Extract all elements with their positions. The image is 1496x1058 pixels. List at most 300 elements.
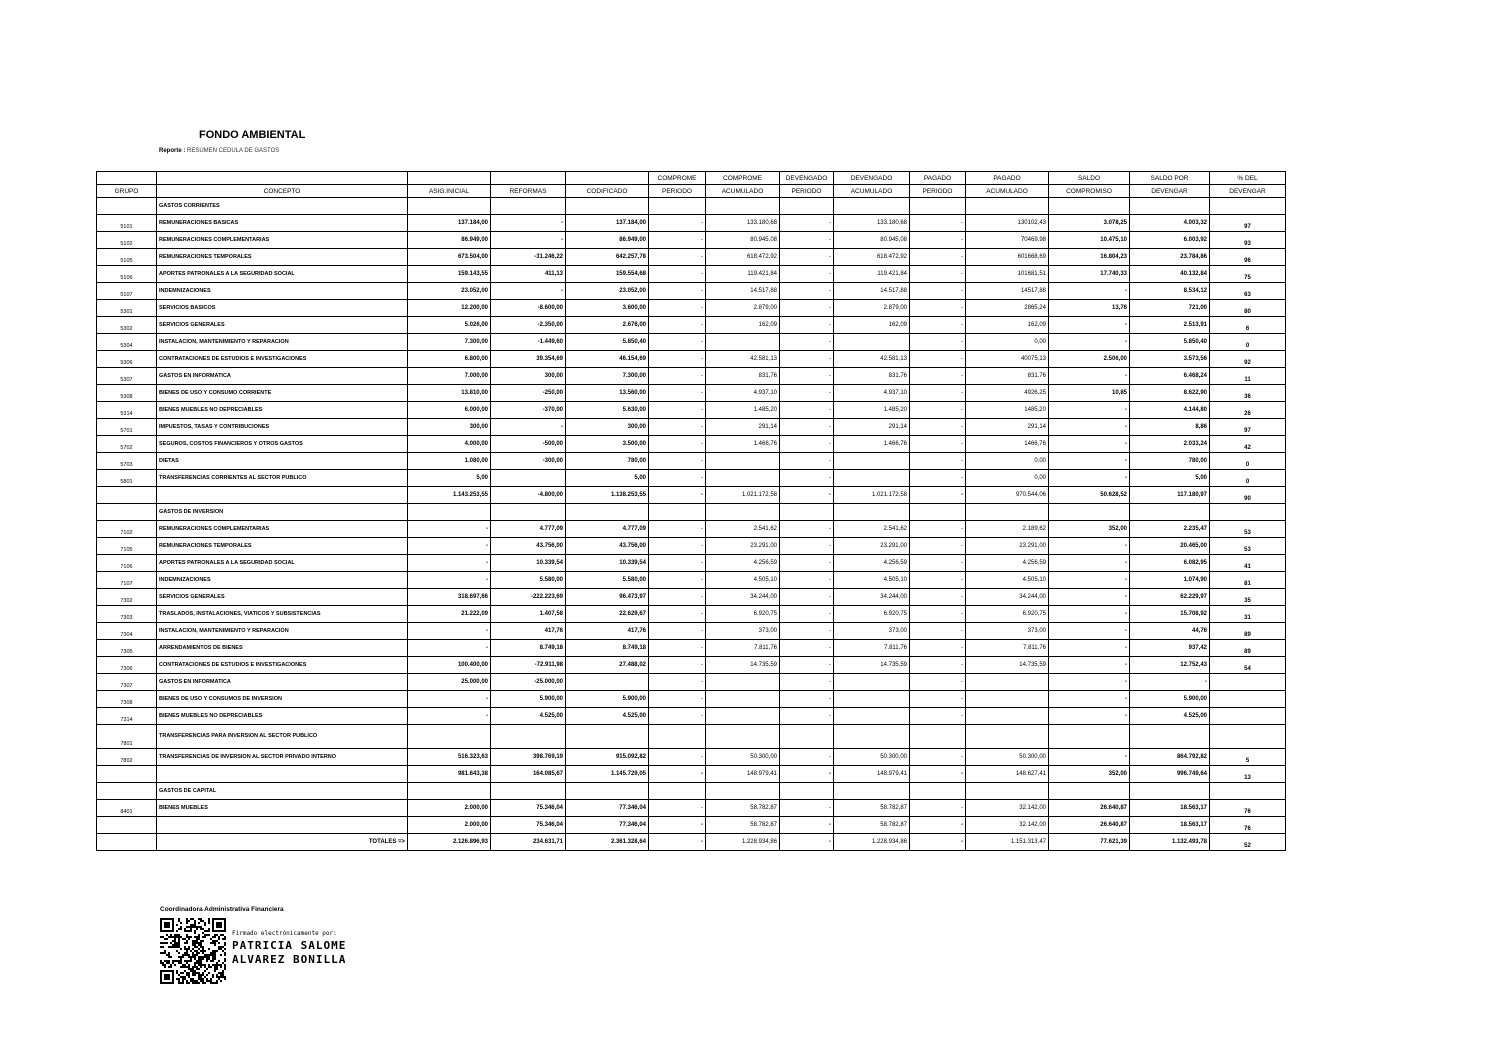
paid-period-cell: - xyxy=(910,606,966,623)
reforms-cell: -31.246,22 xyxy=(491,249,566,266)
commitment-balance-cell: - xyxy=(1049,572,1130,589)
concept-cell: GASTOS EN INFORMATICA xyxy=(157,674,408,691)
commitment-balance-cell: 50.628,52 xyxy=(1049,487,1130,504)
paid-period-cell xyxy=(910,725,966,749)
paid-period-cell: - xyxy=(910,436,966,453)
accrual-percent-cell: 13 xyxy=(1210,766,1286,783)
group-cell: 5308 xyxy=(97,385,157,402)
reforms-cell: 75.346,04 xyxy=(491,817,566,834)
committed-accumulated-cell: 6.920,75 xyxy=(706,606,780,623)
accrual-percent-cell: 97 xyxy=(1210,215,1286,232)
codified-cell: 10.339,54 xyxy=(566,555,649,572)
accrued-period-cell: - xyxy=(780,453,834,470)
codified-cell: 1.145.729,05 xyxy=(566,766,649,783)
committed-period-cell: - xyxy=(649,215,706,232)
commitment-balance-cell: - xyxy=(1049,708,1130,725)
initial-allocation-cell: 300,00 xyxy=(408,419,491,436)
reforms-cell: -370,00 xyxy=(491,402,566,419)
committed-period-cell: - xyxy=(649,470,706,487)
committed-accumulated-cell: 58.782,87 xyxy=(706,800,780,817)
accrued-period-cell: - xyxy=(780,555,834,572)
accrued-accumulated-cell: 42.581,13 xyxy=(834,351,910,368)
codified-cell: 300,00 xyxy=(566,419,649,436)
accrual-percent-cell: 53 xyxy=(1210,538,1286,555)
committed-accumulated-cell xyxy=(706,708,780,725)
accrual-percent-cell: 26 xyxy=(1210,402,1286,419)
committed-accumulated-cell: 4.937,10 xyxy=(706,385,780,402)
initial-allocation-cell: 5,00 xyxy=(408,470,491,487)
reforms-cell: - xyxy=(491,419,566,436)
paid-period-cell: - xyxy=(910,283,966,300)
accrual-percent-cell: 54 xyxy=(1210,657,1286,674)
accrual-percent-cell: 81 xyxy=(1210,572,1286,589)
concept-cell: SERVICIOS GENERALES xyxy=(157,317,408,334)
balance-to-accrue-cell: 62.229,97 xyxy=(1130,589,1210,606)
codified-cell: 4.525,00 xyxy=(566,708,649,725)
paid-accumulated-cell xyxy=(966,198,1049,215)
accrual-percent-cell: 97 xyxy=(1210,419,1286,436)
column-header: PAGADO xyxy=(966,172,1049,185)
group-cell: 7105 xyxy=(97,538,157,555)
concept-cell: CONTRATACIONES DE ESTUDIOS E INVESTIGACIONES xyxy=(157,657,408,674)
codified-cell: 27.488,02 xyxy=(566,657,649,674)
committed-accumulated-cell xyxy=(706,198,780,215)
table-row xyxy=(97,521,1286,538)
accrued-accumulated-cell: 1.021.172,58 xyxy=(834,487,910,504)
codified-cell: 5.850,40 xyxy=(566,334,649,351)
committed-period-cell xyxy=(649,783,706,800)
commitment-balance-cell: - xyxy=(1049,368,1130,385)
committed-accumulated-cell: 2.879,00 xyxy=(706,300,780,317)
committed-period-cell: - xyxy=(649,834,706,851)
commitment-balance-cell: - xyxy=(1049,555,1130,572)
commitment-balance-cell: - xyxy=(1049,334,1130,351)
balance-to-accrue-cell: 2.235,47 xyxy=(1130,521,1210,538)
table-row xyxy=(97,538,1286,555)
committed-period-cell: - xyxy=(649,487,706,504)
column-header: SALDO xyxy=(1049,172,1130,185)
accrued-accumulated-cell xyxy=(834,453,910,470)
paid-period-cell: - xyxy=(910,249,966,266)
reforms-cell: 417,76 xyxy=(491,623,566,640)
committed-period-cell: - xyxy=(649,691,706,708)
commitment-balance-cell: - xyxy=(1049,453,1130,470)
concept-cell: SERVICIOS GENERALES xyxy=(157,589,408,606)
table-row xyxy=(97,589,1286,606)
paid-period-cell: - xyxy=(910,834,966,851)
accrued-accumulated-cell: 80.945,08 xyxy=(834,232,910,249)
table-row xyxy=(97,436,1286,453)
paid-accumulated-cell: 601668,69 xyxy=(966,249,1049,266)
codified-cell: 5.580,00 xyxy=(566,572,649,589)
balance-to-accrue-cell: 2.033,24 xyxy=(1130,436,1210,453)
accrual-percent-cell: 6 xyxy=(1210,317,1286,334)
accrual-percent-cell: 31 xyxy=(1210,606,1286,623)
committed-period-cell: - xyxy=(649,538,706,555)
committed-accumulated-cell: 119.421,84 xyxy=(706,266,780,283)
concept-cell: REMUNERACIONES BASICAS xyxy=(157,215,408,232)
committed-accumulated-cell: 42.581,13 xyxy=(706,351,780,368)
accrual-percent-cell xyxy=(1210,725,1286,749)
column-header: ACUMULADO xyxy=(966,185,1049,198)
reforms-cell: -300,00 xyxy=(491,453,566,470)
paid-accumulated-cell: 831,76 xyxy=(966,368,1049,385)
accrual-percent-cell: 76 xyxy=(1210,800,1286,817)
accrued-accumulated-cell xyxy=(834,198,910,215)
balance-to-accrue-cell: 44,76 xyxy=(1130,623,1210,640)
table-row xyxy=(97,555,1286,572)
reforms-cell: -1.449,60 xyxy=(491,334,566,351)
commitment-balance-cell: 17.740,33 xyxy=(1049,266,1130,283)
accrual-percent-cell: 42 xyxy=(1210,436,1286,453)
committed-period-cell: - xyxy=(649,708,706,725)
group-cell: 7802 xyxy=(97,749,157,766)
accrual-percent-cell xyxy=(1210,198,1286,215)
committed-period-cell: - xyxy=(649,606,706,623)
committed-accumulated-cell: 162,09 xyxy=(706,317,780,334)
accrued-accumulated-cell xyxy=(834,674,910,691)
committed-accumulated-cell: 1.021.172,58 xyxy=(706,487,780,504)
commitment-balance-cell: - xyxy=(1049,436,1130,453)
page-title: FONDO AMBIENTAL xyxy=(199,129,306,141)
codified-cell: 5,00 xyxy=(566,470,649,487)
accrual-percent-cell: 11 xyxy=(1210,368,1286,385)
committed-accumulated-cell: 148.979,41 xyxy=(706,766,780,783)
total-row xyxy=(97,834,1286,851)
paid-period-cell: - xyxy=(910,674,966,691)
subtotal-row xyxy=(97,817,1286,834)
commitment-balance-cell: 10,85 xyxy=(1049,385,1130,402)
table-row xyxy=(97,674,1286,691)
table-row xyxy=(97,725,1286,749)
initial-allocation-cell: 25.000,00 xyxy=(408,674,491,691)
group-cell: 7102 xyxy=(97,521,157,538)
reforms-cell: 1.407,58 xyxy=(491,606,566,623)
codified-cell: 137.184,00 xyxy=(566,215,649,232)
committed-period-cell: - xyxy=(649,385,706,402)
accrued-period-cell: - xyxy=(780,538,834,555)
group-cell: 7314 xyxy=(97,708,157,725)
paid-accumulated-cell: 2.189,62 xyxy=(966,521,1049,538)
accrued-period-cell: - xyxy=(780,232,834,249)
committed-period-cell: - xyxy=(649,436,706,453)
reforms-cell: 411,13 xyxy=(491,266,566,283)
accrual-percent-cell: 89 xyxy=(1210,623,1286,640)
reforms-cell: 4.525,00 xyxy=(491,708,566,725)
codified-cell: 642.257,78 xyxy=(566,249,649,266)
balance-to-accrue-cell: 6.468,24 xyxy=(1130,368,1210,385)
paid-period-cell: - xyxy=(910,334,966,351)
accrued-accumulated-cell: 133.180,68 xyxy=(834,215,910,232)
reforms-cell: 5.900,00 xyxy=(491,691,566,708)
paid-period-cell: - xyxy=(910,691,966,708)
group-cell: 7304 xyxy=(97,623,157,640)
table-row xyxy=(97,368,1286,385)
table-row xyxy=(97,385,1286,402)
table-row xyxy=(97,453,1286,470)
committed-accumulated-cell: 80.945,08 xyxy=(706,232,780,249)
accrued-period-cell: - xyxy=(780,215,834,232)
accrued-accumulated-cell: 618.472,92 xyxy=(834,249,910,266)
committed-accumulated-cell: 23.291,00 xyxy=(706,538,780,555)
paid-accumulated-cell: 70469,98 xyxy=(966,232,1049,249)
accrual-percent-cell: 5 xyxy=(1210,749,1286,766)
reforms-cell: 4.777,09 xyxy=(491,521,566,538)
accrued-period-cell: - xyxy=(780,266,834,283)
table-row xyxy=(97,419,1286,436)
accrued-period-cell: - xyxy=(780,487,834,504)
accrued-accumulated-cell: 119.421,84 xyxy=(834,266,910,283)
paid-accumulated-cell: 14.735,59 xyxy=(966,657,1049,674)
commitment-balance-cell: 16.804,23 xyxy=(1049,249,1130,266)
reforms-cell: 8.749,18 xyxy=(491,640,566,657)
initial-allocation-cell: 4.000,00 xyxy=(408,436,491,453)
paid-period-cell: - xyxy=(910,623,966,640)
commitment-balance-cell: - xyxy=(1049,640,1130,657)
column-header: PERIODO xyxy=(910,185,966,198)
table-row xyxy=(97,249,1286,266)
balance-to-accrue-cell: 6.082,95 xyxy=(1130,555,1210,572)
accrual-percent-cell: 52 xyxy=(1210,834,1286,851)
accrual-percent-cell: 92 xyxy=(1210,351,1286,368)
codified-cell: 2.676,00 xyxy=(566,317,649,334)
codified-cell xyxy=(566,725,649,749)
paid-period-cell: - xyxy=(910,215,966,232)
committed-accumulated-cell: 58.782,87 xyxy=(706,817,780,834)
paid-period-cell: - xyxy=(910,708,966,725)
table-row xyxy=(97,402,1286,419)
concept-cell: TRASLADOS, INSTALACIONES, VIATICOS Y SUBSISTENCIAS xyxy=(157,606,408,623)
commitment-balance-cell xyxy=(1049,198,1130,215)
reforms-cell: 39.354,69 xyxy=(491,351,566,368)
paid-accumulated-cell: 148.627,41 xyxy=(966,766,1049,783)
paid-accumulated-cell: 373,00 xyxy=(966,623,1049,640)
table-row xyxy=(97,640,1286,657)
accrued-period-cell: - xyxy=(780,351,834,368)
committed-period-cell xyxy=(649,504,706,521)
paid-period-cell: - xyxy=(910,521,966,538)
paid-accumulated-cell: 162,09 xyxy=(966,317,1049,334)
balance-to-accrue-cell: 20.465,00 xyxy=(1130,538,1210,555)
accrued-accumulated-cell: 373,00 xyxy=(834,623,910,640)
accrued-accumulated-cell: 58.782,87 xyxy=(834,817,910,834)
concept-cell: DIETAS xyxy=(157,453,408,470)
paid-accumulated-cell: 6.920,75 xyxy=(966,606,1049,623)
accrual-percent-cell: 80 xyxy=(1210,300,1286,317)
committed-period-cell: - xyxy=(649,817,706,834)
balance-to-accrue-cell: 40.132,84 xyxy=(1130,266,1210,283)
accrued-accumulated-cell: 291,14 xyxy=(834,419,910,436)
balance-to-accrue-cell: 1.132.493,78 xyxy=(1130,834,1210,851)
balance-to-accrue-cell xyxy=(1130,725,1210,749)
balance-to-accrue-cell: 780,00 xyxy=(1130,453,1210,470)
paid-accumulated-cell: 34.244,00 xyxy=(966,589,1049,606)
committed-accumulated-cell: 7.811,76 xyxy=(706,640,780,657)
table-row xyxy=(97,623,1286,640)
codified-cell: 13.560,00 xyxy=(566,385,649,402)
accrual-percent-cell: 63 xyxy=(1210,283,1286,300)
accrued-period-cell: - xyxy=(780,606,834,623)
accrued-accumulated-cell: 6.920,75 xyxy=(834,606,910,623)
initial-allocation-cell: - xyxy=(408,521,491,538)
committed-accumulated-cell xyxy=(706,504,780,521)
balance-to-accrue-cell: 8,86 xyxy=(1130,419,1210,436)
balance-to-accrue-cell: - xyxy=(1130,674,1210,691)
group-cell: 7305 xyxy=(97,640,157,657)
concept-cell: GASTOS EN INFORMATICA xyxy=(157,368,408,385)
accrual-percent-cell: 76 xyxy=(1210,817,1286,834)
accrued-period-cell: - xyxy=(780,640,834,657)
concept-cell: TRANSFERENCIAS DE INVERSION AL SECTOR PRIVADO INTERNO xyxy=(157,749,408,766)
commitment-balance-cell: 26.640,87 xyxy=(1049,817,1130,834)
column-header: ASIG.INICIAL xyxy=(408,185,491,198)
initial-allocation-cell: 6.800,00 xyxy=(408,351,491,368)
balance-to-accrue-cell: 5,00 xyxy=(1130,470,1210,487)
accrual-percent-cell xyxy=(1210,674,1286,691)
group-cell: 5306 xyxy=(97,351,157,368)
accrued-period-cell: - xyxy=(780,800,834,817)
concept-cell xyxy=(157,766,408,783)
group-cell: 5703 xyxy=(97,453,157,470)
balance-to-accrue-cell: 1.074,90 xyxy=(1130,572,1210,589)
committed-period-cell: - xyxy=(649,657,706,674)
column-header: DEVENGADO xyxy=(834,172,910,185)
paid-accumulated-cell xyxy=(966,725,1049,749)
commitment-balance-cell: - xyxy=(1049,657,1130,674)
column-header: ACUMULADO xyxy=(834,185,910,198)
group-cell: 5702 xyxy=(97,436,157,453)
accrued-accumulated-cell xyxy=(834,708,910,725)
accrued-accumulated-cell: 34.244,00 xyxy=(834,589,910,606)
codified-cell: 3.500,00 xyxy=(566,436,649,453)
table-row xyxy=(97,317,1286,334)
initial-allocation-cell: 13.810,00 xyxy=(408,385,491,402)
commitment-balance-cell: - xyxy=(1049,538,1130,555)
accrual-percent-cell: 90 xyxy=(1210,487,1286,504)
commitment-balance-cell: 77.621,39 xyxy=(1049,834,1130,851)
group-cell: 5307 xyxy=(97,368,157,385)
concept-cell: GASTOS DE CAPITAL xyxy=(157,783,408,800)
codified-cell: 780,00 xyxy=(566,453,649,470)
paid-accumulated-cell: 0,00 xyxy=(966,334,1049,351)
reforms-cell: -222.223,69 xyxy=(491,589,566,606)
concept-cell: TRANSFERENCIAS CORRIENTES AL SECTOR PUBLICO xyxy=(157,470,408,487)
group-cell: 5107 xyxy=(97,283,157,300)
committed-accumulated-cell: 4.505,10 xyxy=(706,572,780,589)
concept-cell: BIENES DE USO Y CONSUMOS DE INVERSION xyxy=(157,691,408,708)
section-row xyxy=(97,783,1286,800)
accrued-period-cell: - xyxy=(780,691,834,708)
initial-allocation-cell xyxy=(408,504,491,521)
balance-to-accrue-cell: 2.513,91 xyxy=(1130,317,1210,334)
column-header: SALDO POR xyxy=(1130,172,1210,185)
initial-allocation-cell: 21.222,09 xyxy=(408,606,491,623)
accrued-period-cell: - xyxy=(780,817,834,834)
reforms-cell: -25.000,00 xyxy=(491,674,566,691)
accrued-accumulated-cell xyxy=(834,470,910,487)
column-header xyxy=(491,172,566,185)
initial-allocation-cell: 5.026,00 xyxy=(408,317,491,334)
reforms-cell: -4.800,00 xyxy=(491,487,566,504)
committed-period-cell: - xyxy=(649,402,706,419)
committed-period-cell: - xyxy=(649,640,706,657)
codified-cell xyxy=(566,674,649,691)
commitment-balance-cell: 2.506,00 xyxy=(1049,351,1130,368)
commitment-balance-cell xyxy=(1049,725,1130,749)
initial-allocation-cell: 673.504,00 xyxy=(408,249,491,266)
codified-cell: 23.052,00 xyxy=(566,283,649,300)
accrual-percent-cell: 93 xyxy=(1210,232,1286,249)
committed-accumulated-cell: 618.472,92 xyxy=(706,249,780,266)
column-header: DEVENGAR xyxy=(1130,185,1210,198)
balance-to-accrue-cell xyxy=(1130,783,1210,800)
initial-allocation-cell: 318.697,66 xyxy=(408,589,491,606)
paid-period-cell: - xyxy=(910,232,966,249)
commitment-balance-cell: - xyxy=(1049,317,1130,334)
codified-cell: 159.554,68 xyxy=(566,266,649,283)
paid-accumulated-cell: 130102,43 xyxy=(966,215,1049,232)
concept-cell: INSTALACION, MANTENIMIENTO Y REPARACION xyxy=(157,334,408,351)
group-cell xyxy=(97,766,157,783)
accrued-period-cell: - xyxy=(780,436,834,453)
paid-accumulated-cell xyxy=(966,691,1049,708)
balance-to-accrue-cell: 12.752,43 xyxy=(1130,657,1210,674)
initial-allocation-cell: 2.126.896,93 xyxy=(408,834,491,851)
codified-cell: 915.092,82 xyxy=(566,749,649,766)
accrued-period-cell: - xyxy=(780,749,834,766)
accrued-accumulated-cell: 14.735,59 xyxy=(834,657,910,674)
committed-accumulated-cell: 50.300,00 xyxy=(706,749,780,766)
paid-period-cell: - xyxy=(910,800,966,817)
committed-accumulated-cell xyxy=(706,453,780,470)
committed-period-cell: - xyxy=(649,249,706,266)
initial-allocation-cell: - xyxy=(408,623,491,640)
concept-cell: BIENES MUEBLES NO DEPRECIABLES xyxy=(157,708,408,725)
group-cell: 5701 xyxy=(97,419,157,436)
column-header: % DEL xyxy=(1210,172,1286,185)
accrued-accumulated-cell: 2.541,62 xyxy=(834,521,910,538)
initial-allocation-cell: 516.323,63 xyxy=(408,749,491,766)
paid-accumulated-cell: 101681,51 xyxy=(966,266,1049,283)
group-cell: 7302 xyxy=(97,589,157,606)
committed-accumulated-cell: 291,14 xyxy=(706,419,780,436)
paid-period-cell: - xyxy=(910,402,966,419)
group-cell xyxy=(97,198,157,215)
accrual-percent-cell: 0 xyxy=(1210,470,1286,487)
codified-cell: 77.346,04 xyxy=(566,817,649,834)
accrual-percent-cell: 89 xyxy=(1210,640,1286,657)
paid-period-cell xyxy=(910,504,966,521)
group-cell: 7306 xyxy=(97,657,157,674)
committed-period-cell: - xyxy=(649,283,706,300)
initial-allocation-cell: 137.184,00 xyxy=(408,215,491,232)
accrued-period-cell: - xyxy=(780,402,834,419)
committed-accumulated-cell xyxy=(706,691,780,708)
committed-period-cell: - xyxy=(649,334,706,351)
accrued-period-cell: - xyxy=(780,674,834,691)
codified-cell: 1.138.253,55 xyxy=(566,487,649,504)
committed-accumulated-cell xyxy=(706,334,780,351)
group-cell: 5105 xyxy=(97,249,157,266)
concept-cell: BIENES MUEBLES xyxy=(157,800,408,817)
committed-accumulated-cell: 4.256,59 xyxy=(706,555,780,572)
table-row xyxy=(97,606,1286,623)
committed-accumulated-cell: 1.485,20 xyxy=(706,402,780,419)
concept-cell: TOTALES => xyxy=(157,834,408,851)
commitment-balance-cell: - xyxy=(1049,470,1130,487)
column-header: GRUPO xyxy=(97,185,157,198)
column-header: COMPROMISO xyxy=(1049,185,1130,198)
